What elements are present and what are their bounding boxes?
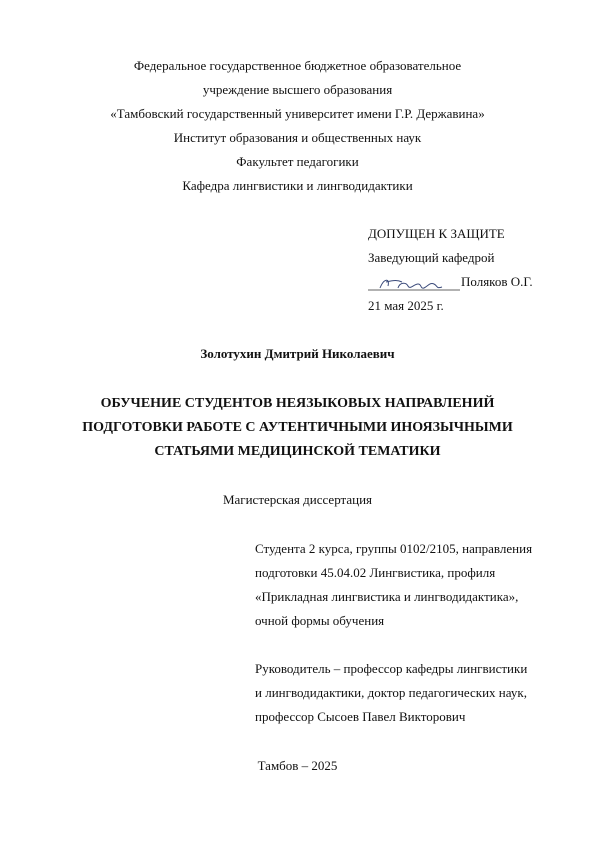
- header-line-3: «Тамбовский государственный университет имени Г.Р. Державина»: [110, 106, 485, 121]
- student-info-line-4: очной формы обучения: [255, 613, 385, 628]
- thesis-title-line-2: ПОДГОТОВКИ РАБОТЕ С АУТЕНТИЧНЫМИ ИНОЯЗЫЧНЫМИ: [82, 420, 513, 435]
- supervisor-line-2: и лингводидактики, доктор педагогических наук,: [255, 685, 527, 700]
- approval-title: ДОПУЩЕН К ЗАЩИТЕ: [368, 226, 505, 241]
- approval-role: Заведующий кафедрой: [368, 250, 495, 265]
- approval-date: 21 мая 2025 г.: [368, 298, 444, 313]
- student-info-line-2: подготовки 45.04.02 Лингвистика, профиля: [255, 565, 496, 580]
- footer-city-year: Тамбов – 2025: [257, 758, 338, 773]
- work-type: Магистерская диссертация: [222, 492, 373, 507]
- student-info-line-3: «Прикладная лингвистика и лингводидактика»,: [255, 589, 519, 604]
- author-name: Золотухин Дмитрий Николаевич: [200, 346, 395, 361]
- supervisor-line-3: профессор Сысоев Павел Викторович: [255, 709, 466, 724]
- approval-head-name: Поляков О.Г.: [461, 274, 533, 289]
- header-line-2: учреждение высшего образования: [202, 82, 393, 97]
- student-info-line-1: Студента 2 курса, группы 0102/2105, направления: [255, 541, 533, 556]
- header-line-5: Факультет педагогики: [236, 154, 359, 169]
- thesis-title-line-1: ОБУЧЕНИЕ СТУДЕНТОВ НЕЯЗЫКОВЫХ НАПРАВЛЕНИЙ: [100, 396, 495, 411]
- header-line-1: Федеральное государственное бюджетное образовательное: [133, 58, 462, 73]
- thesis-title-line-3: СТАТЬЯМИ МЕДИЦИНСКОЙ ТЕМАТИКИ: [154, 444, 441, 459]
- supervisor-line-1: Руководитель – профессор кафедры лингвистики: [255, 661, 528, 676]
- signature: [368, 274, 460, 296]
- header-line-6: Кафедра лингвистики и лингводидактики: [182, 178, 413, 193]
- header-line-4: Институт образования и общественных наук: [173, 130, 422, 145]
